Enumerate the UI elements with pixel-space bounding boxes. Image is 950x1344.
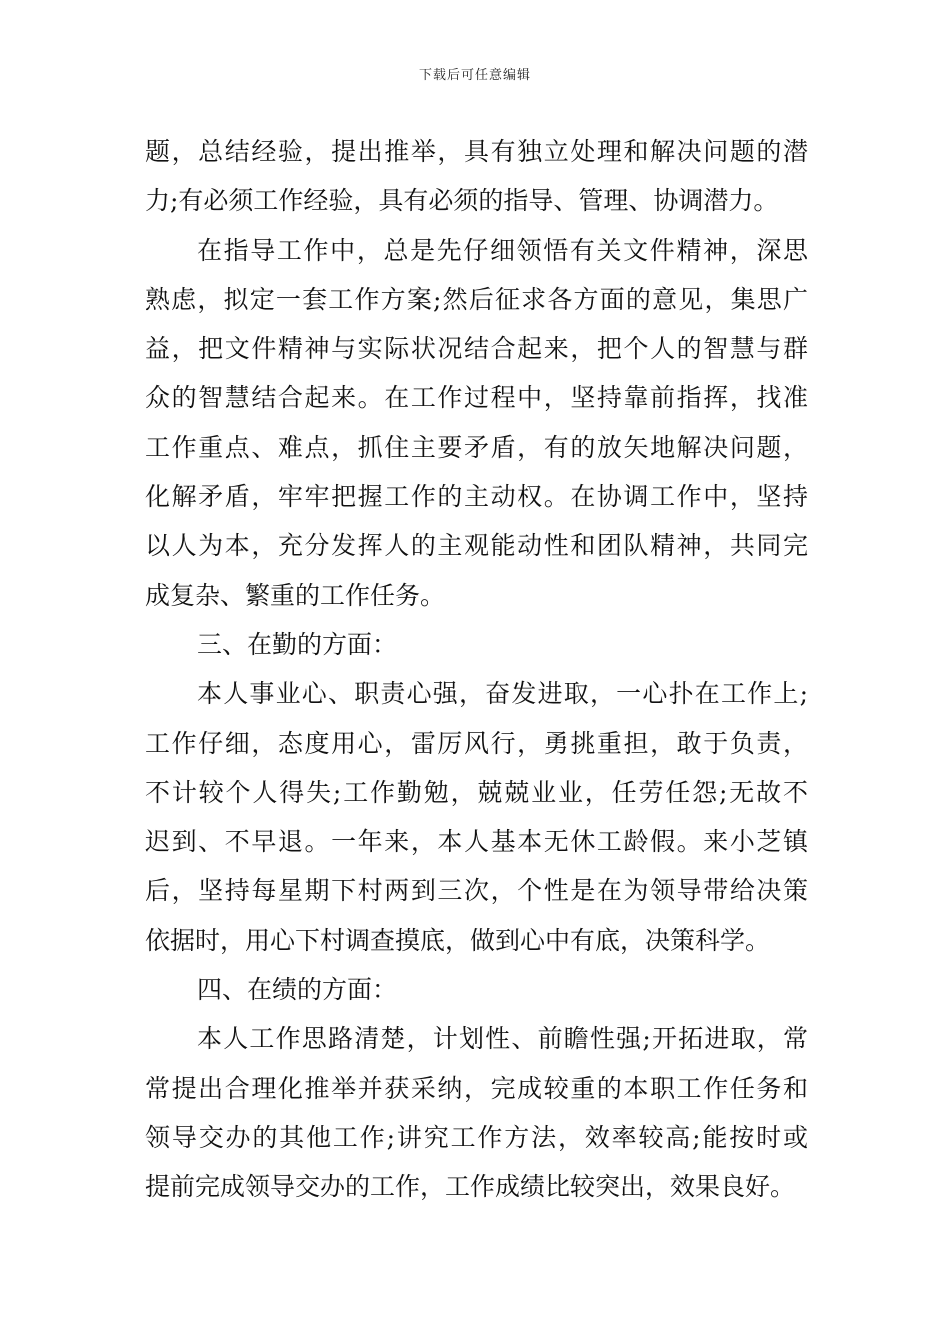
text-line: 工作仔细，态度用心，雷厉风行，勇挑重担，敢于负责， [145,728,808,758]
page-header: 下载后可任意编辑 [418,68,531,83]
text-line: 本人事业心、职责心强，奋发进取，一心扑在工作上; [197,679,808,709]
text-line: 力;有必须工作经验，具有必须的指导、管理、协调潜力。 [145,186,779,216]
text-line: 成复杂、繁重的工作任务。 [145,580,446,610]
document-body [145,127,808,1212]
text-line: 众的智慧结合起来。在工作过程中，坚持靠前指挥，找准 [145,383,808,413]
text-line: 依据时，用心下村调查摸底，做到心中有底，决策科学。 [145,925,771,955]
text-line: 题，总结经验，提出推举，具有独立处理和解决问题的潜 [145,137,808,166]
text-line: 在指导工作中，总是先仔细领悟有关文件精神，深思 [197,235,808,265]
text-line: 化解矛盾，牢牢把握工作的主动权。在协调工作中，坚持 [145,482,808,512]
text-line: 工作重点、难点，抓住主要矛盾，有的放矢地解决问题， [145,432,808,462]
text-line: 提前完成领导交办的工作，工作成绩比较突出，效果良好。 [145,1172,796,1202]
section-heading: 三、在勤的方面： [197,629,398,659]
text-line: 益，把文件精神与实际状况结合起来，把个人的智慧与群 [145,334,808,364]
text-line: 领导交办的其他工作;讲究工作方法，效率较高;能按时或 [145,1122,808,1152]
text-line: 本人工作思路清楚，计划性、前瞻性强;开拓进取，常 [197,1024,808,1054]
section-heading: 四、在绩的方面： [197,975,398,1005]
text-line: 迟到、不早退。一年来，本人基本无休工龄假。来小芝镇 [145,827,808,857]
text-line: 常提出合理化推举并获采纳，完成较重的本职工作任务和 [145,1073,808,1103]
text-line: 不计较个人得失;工作勤勉，兢兢业业，任劳任怨;无故不 [145,777,808,807]
text-line: 以人为本，充分发挥人的主观能动性和团队精神，共同完 [145,531,808,561]
text-line: 熟虑，拟定一套工作方案;然后征求各方面的意见，集思广 [145,284,808,314]
text-line: 后，坚持每星期下村两到三次，个性是在为领导带给决策 [145,876,808,906]
